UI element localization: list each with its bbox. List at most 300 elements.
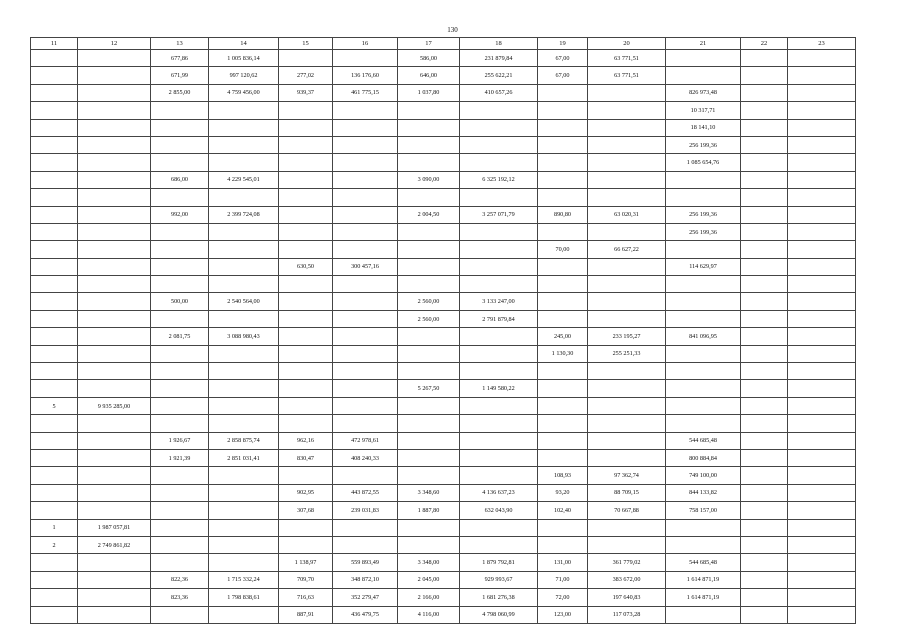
table-cell	[741, 467, 788, 484]
table-row	[31, 519, 856, 536]
table-cell	[788, 241, 856, 258]
table-cell	[78, 136, 151, 153]
table-cell	[460, 154, 538, 171]
table-cell	[666, 171, 741, 188]
table-cell: 2 749 861,82	[78, 536, 151, 553]
table-cell	[398, 102, 460, 119]
table-cell	[741, 432, 788, 449]
table-row	[31, 328, 856, 345]
table-row	[31, 84, 856, 101]
table-cell: 632 043,90	[460, 502, 538, 519]
table-cell	[209, 519, 279, 536]
table-cell: 461 775,15	[333, 84, 398, 101]
table-cell	[333, 119, 398, 136]
table-cell	[741, 102, 788, 119]
table-cell	[588, 519, 666, 536]
column-header: 14	[209, 38, 279, 50]
table-cell	[31, 171, 78, 188]
table-cell	[151, 102, 209, 119]
table-cell: 5 267,50	[398, 380, 460, 397]
table-cell	[741, 276, 788, 293]
table-cell	[538, 223, 588, 240]
table-cell	[788, 571, 856, 588]
table-cell	[588, 310, 666, 327]
table-cell	[279, 136, 333, 153]
table-cell	[788, 102, 856, 119]
table-cell	[788, 50, 856, 67]
table-cell	[666, 380, 741, 397]
table-cell	[78, 606, 151, 623]
table-cell	[209, 502, 279, 519]
table-cell: 630,50	[279, 258, 333, 275]
table-cell	[209, 484, 279, 501]
table-cell	[78, 102, 151, 119]
table-cell	[31, 119, 78, 136]
table-cell: 1 921,39	[151, 449, 209, 466]
table-row	[31, 554, 856, 571]
table-cell	[788, 328, 856, 345]
column-header: 17	[398, 38, 460, 50]
table-cell	[78, 502, 151, 519]
table-cell	[279, 171, 333, 188]
table-cell: 70 667,88	[588, 502, 666, 519]
column-header: 22	[741, 38, 788, 50]
table-cell	[151, 241, 209, 258]
table-cell	[741, 310, 788, 327]
table-cell: 114 629,97	[666, 258, 741, 275]
table-cell	[279, 345, 333, 362]
table-cell	[666, 345, 741, 362]
table-cell	[741, 415, 788, 432]
table-cell	[538, 519, 588, 536]
table-row	[31, 223, 856, 240]
table-cell	[209, 189, 279, 206]
table-cell: 63 771,51	[588, 67, 666, 84]
table-cell	[333, 189, 398, 206]
table-cell: 2 004,50	[398, 206, 460, 223]
table-cell: 671,99	[151, 67, 209, 84]
table-row	[31, 102, 856, 119]
table-cell	[151, 223, 209, 240]
table-cell	[538, 171, 588, 188]
table-cell	[279, 189, 333, 206]
table-cell: 1 887,80	[398, 502, 460, 519]
table-cell	[538, 276, 588, 293]
table-cell: 902,95	[279, 484, 333, 501]
table-cell	[78, 67, 151, 84]
table-cell: 822,36	[151, 571, 209, 588]
table-cell	[151, 154, 209, 171]
table-cell	[741, 571, 788, 588]
table-cell: 716,63	[279, 589, 333, 606]
table-cell	[78, 223, 151, 240]
table-cell	[788, 84, 856, 101]
table-cell	[788, 449, 856, 466]
table-cell: 2 855,00	[151, 84, 209, 101]
table-cell	[741, 258, 788, 275]
table-cell	[741, 397, 788, 414]
table-cell: 10 317,71	[666, 102, 741, 119]
table-cell: 929 993,67	[460, 571, 538, 588]
table-cell	[741, 328, 788, 345]
table-cell	[788, 136, 856, 153]
table-cell	[31, 328, 78, 345]
table-cell	[588, 363, 666, 380]
table-cell	[333, 50, 398, 67]
table-cell	[398, 328, 460, 345]
table-cell	[460, 328, 538, 345]
table-cell	[333, 519, 398, 536]
table-cell: 844 133,82	[666, 484, 741, 501]
table-cell	[209, 119, 279, 136]
table-cell	[209, 310, 279, 327]
table-cell	[209, 241, 279, 258]
table-cell: 586,00	[398, 50, 460, 67]
table-cell	[788, 432, 856, 449]
table-cell	[333, 241, 398, 258]
table-cell	[209, 223, 279, 240]
table-cell	[31, 50, 78, 67]
table-row	[31, 293, 856, 310]
table-cell: 2 045,00	[398, 571, 460, 588]
table-cell	[78, 554, 151, 571]
table-cell	[333, 536, 398, 553]
table-cell	[588, 223, 666, 240]
table-cell	[666, 310, 741, 327]
table-cell	[78, 363, 151, 380]
table-row	[31, 206, 856, 223]
table-cell	[588, 415, 666, 432]
table-cell	[279, 380, 333, 397]
table-cell: 102,40	[538, 502, 588, 519]
table-cell	[666, 189, 741, 206]
table-cell	[209, 397, 279, 414]
table-cell	[788, 502, 856, 519]
table-cell	[31, 589, 78, 606]
table-cell	[460, 241, 538, 258]
table-cell	[333, 328, 398, 345]
table-cell: 1 681 276,38	[460, 589, 538, 606]
table-cell: 256 199,36	[666, 223, 741, 240]
table-cell: 1 715 332,24	[209, 571, 279, 588]
table-cell	[398, 415, 460, 432]
table-cell	[78, 380, 151, 397]
table-cell: 992,00	[151, 206, 209, 223]
table-cell	[279, 363, 333, 380]
table-cell	[279, 154, 333, 171]
table-cell: 2 791 879,84	[460, 310, 538, 327]
table-cell	[31, 102, 78, 119]
table-cell	[31, 502, 78, 519]
table-cell	[31, 310, 78, 327]
table-cell	[78, 484, 151, 501]
table-cell: 800 884,84	[666, 449, 741, 466]
table-cell	[279, 223, 333, 240]
table-cell	[279, 102, 333, 119]
table-cell	[209, 345, 279, 362]
table-cell	[31, 189, 78, 206]
table-cell	[31, 154, 78, 171]
table-cell	[588, 276, 666, 293]
table-row	[31, 432, 856, 449]
table-cell	[588, 119, 666, 136]
table-cell	[588, 449, 666, 466]
table-row	[31, 363, 856, 380]
table-cell: 123,00	[538, 606, 588, 623]
table-cell: 256 199,36	[666, 206, 741, 223]
table-row	[31, 345, 856, 362]
table-cell	[741, 189, 788, 206]
table-cell	[31, 484, 78, 501]
table-cell	[78, 449, 151, 466]
table-cell	[788, 119, 856, 136]
table-cell	[741, 136, 788, 153]
table-cell: 997 120,62	[209, 67, 279, 84]
table-cell	[666, 50, 741, 67]
table-cell: 256 199,36	[666, 136, 741, 153]
table-cell	[460, 536, 538, 553]
table-cell	[666, 293, 741, 310]
table-cell	[151, 276, 209, 293]
table-cell	[666, 519, 741, 536]
column-header: 16	[333, 38, 398, 50]
table-cell	[31, 293, 78, 310]
table-cell	[788, 484, 856, 501]
table-cell	[741, 380, 788, 397]
table-row	[31, 276, 856, 293]
table-cell	[666, 241, 741, 258]
table-cell: 1 085 654,76	[666, 154, 741, 171]
table-cell: 352 279,47	[333, 589, 398, 606]
table-cell	[788, 536, 856, 553]
column-header: 15	[279, 38, 333, 50]
table-cell	[209, 467, 279, 484]
table-row	[31, 171, 856, 188]
table-row	[31, 136, 856, 153]
column-header: 13	[151, 38, 209, 50]
table-cell: 887,91	[279, 606, 333, 623]
table-cell	[398, 154, 460, 171]
table-cell	[333, 293, 398, 310]
table-cell: 3 090,00	[398, 171, 460, 188]
table-cell	[78, 328, 151, 345]
table-cell	[741, 50, 788, 67]
table-cell: 255 622,21	[460, 67, 538, 84]
table-cell	[788, 363, 856, 380]
table-cell: 758 157,00	[666, 502, 741, 519]
table-cell: 307,68	[279, 502, 333, 519]
table-cell	[398, 449, 460, 466]
table-cell	[333, 363, 398, 380]
table-cell	[31, 84, 78, 101]
table-cell: 1 614 871,19	[666, 571, 741, 588]
table-cell: 66 627,22	[588, 241, 666, 258]
table-cell	[209, 363, 279, 380]
table-cell	[31, 380, 78, 397]
table-cell: 500,00	[151, 293, 209, 310]
table-cell: 1 005 836,14	[209, 50, 279, 67]
table-cell	[741, 67, 788, 84]
table-cell	[78, 293, 151, 310]
table-cell	[538, 84, 588, 101]
table-cell: 2 399 724,08	[209, 206, 279, 223]
table-cell: 2 166,00	[398, 589, 460, 606]
table-cell	[398, 241, 460, 258]
table-cell	[666, 415, 741, 432]
table-cell	[31, 467, 78, 484]
table-cell	[788, 258, 856, 275]
table-cell: 97 362,74	[588, 467, 666, 484]
table-cell: 70,00	[538, 241, 588, 258]
table-cell	[279, 241, 333, 258]
table-cell	[209, 380, 279, 397]
table-cell	[151, 606, 209, 623]
table-cell	[741, 84, 788, 101]
table-cell: 4 759 456,00	[209, 84, 279, 101]
table-cell	[78, 50, 151, 67]
table-cell	[209, 554, 279, 571]
table-cell: 300 457,16	[333, 258, 398, 275]
table-row	[31, 449, 856, 466]
table-cell	[538, 102, 588, 119]
table-cell	[398, 119, 460, 136]
table-cell: 2 560,00	[398, 293, 460, 310]
table-cell: 1 798 838,61	[209, 589, 279, 606]
table-cell	[31, 449, 78, 466]
table-cell	[151, 519, 209, 536]
table-cell: 559 893,49	[333, 554, 398, 571]
table-cell	[78, 241, 151, 258]
table-cell	[460, 519, 538, 536]
table-cell	[209, 154, 279, 171]
table-cell	[333, 171, 398, 188]
table-cell	[333, 467, 398, 484]
table-cell: 823,36	[151, 589, 209, 606]
table-cell	[209, 136, 279, 153]
table-row	[31, 571, 856, 588]
table-cell	[78, 84, 151, 101]
table-row	[31, 50, 856, 67]
table-cell	[588, 536, 666, 553]
table-row	[31, 397, 856, 414]
column-header: 12	[78, 38, 151, 50]
table-cell: 890,80	[538, 206, 588, 223]
table-cell: 3 257 071,79	[460, 206, 538, 223]
table-cell: 410 657,26	[460, 84, 538, 101]
table-cell	[151, 189, 209, 206]
table-cell: 348 872,10	[333, 571, 398, 588]
table-cell	[279, 328, 333, 345]
table-cell	[151, 345, 209, 362]
table-cell	[398, 432, 460, 449]
table-cell	[741, 536, 788, 553]
table-cell	[78, 310, 151, 327]
table-cell	[78, 276, 151, 293]
table-cell	[31, 258, 78, 275]
table-cell: 383 672,00	[588, 571, 666, 588]
table-cell: 255 251,33	[588, 345, 666, 362]
table-cell	[741, 345, 788, 362]
table-cell	[78, 171, 151, 188]
table-cell: 63 771,51	[588, 50, 666, 67]
table-cell	[151, 363, 209, 380]
table-cell	[31, 276, 78, 293]
table-cell	[279, 519, 333, 536]
table-cell	[666, 276, 741, 293]
table-cell	[741, 502, 788, 519]
table-cell	[151, 502, 209, 519]
table-row	[31, 310, 856, 327]
table-cell: 2	[31, 536, 78, 553]
table-cell: 709,70	[279, 571, 333, 588]
table-cell	[538, 258, 588, 275]
table-cell	[538, 136, 588, 153]
table-cell: 408 240,33	[333, 449, 398, 466]
table-cell	[209, 536, 279, 553]
table-cell: 3 348,60	[398, 484, 460, 501]
table-cell: 939,37	[279, 84, 333, 101]
table-cell	[279, 397, 333, 414]
table-cell: 67,00	[538, 67, 588, 84]
column-header: 19	[538, 38, 588, 50]
table-cell	[333, 206, 398, 223]
table-cell	[588, 293, 666, 310]
column-header: 11	[31, 38, 78, 50]
table-cell	[588, 136, 666, 153]
table-row	[31, 467, 856, 484]
table-cell	[460, 415, 538, 432]
table-cell: 67,00	[538, 50, 588, 67]
table-cell	[538, 536, 588, 553]
table-cell	[333, 136, 398, 153]
table-cell	[588, 102, 666, 119]
table-row	[31, 154, 856, 171]
table-cell	[333, 102, 398, 119]
table-cell: 2 081,75	[151, 328, 209, 345]
table-cell	[31, 206, 78, 223]
table-cell	[460, 345, 538, 362]
table-cell	[78, 432, 151, 449]
table-cell	[538, 119, 588, 136]
table-cell	[741, 206, 788, 223]
table-cell	[151, 397, 209, 414]
table-cell	[460, 467, 538, 484]
table-cell	[398, 363, 460, 380]
table-cell	[788, 415, 856, 432]
table-cell	[31, 554, 78, 571]
table-cell	[588, 380, 666, 397]
table-cell	[398, 276, 460, 293]
table-cell	[78, 589, 151, 606]
table-cell	[151, 119, 209, 136]
table-cell: 1 987 057,81	[78, 519, 151, 536]
column-header: 20	[588, 38, 666, 50]
table-cell	[538, 189, 588, 206]
table-cell	[666, 363, 741, 380]
table-row	[31, 484, 856, 501]
table-cell: 131,00	[538, 554, 588, 571]
table-cell: 2 858 875,74	[209, 432, 279, 449]
table-cell	[279, 119, 333, 136]
table-row	[31, 589, 856, 606]
table-cell	[78, 415, 151, 432]
table-cell	[209, 276, 279, 293]
table-cell	[741, 606, 788, 623]
table-cell	[460, 119, 538, 136]
table-cell: 436 479,75	[333, 606, 398, 623]
table-cell: 88 709,15	[588, 484, 666, 501]
table-cell	[538, 293, 588, 310]
